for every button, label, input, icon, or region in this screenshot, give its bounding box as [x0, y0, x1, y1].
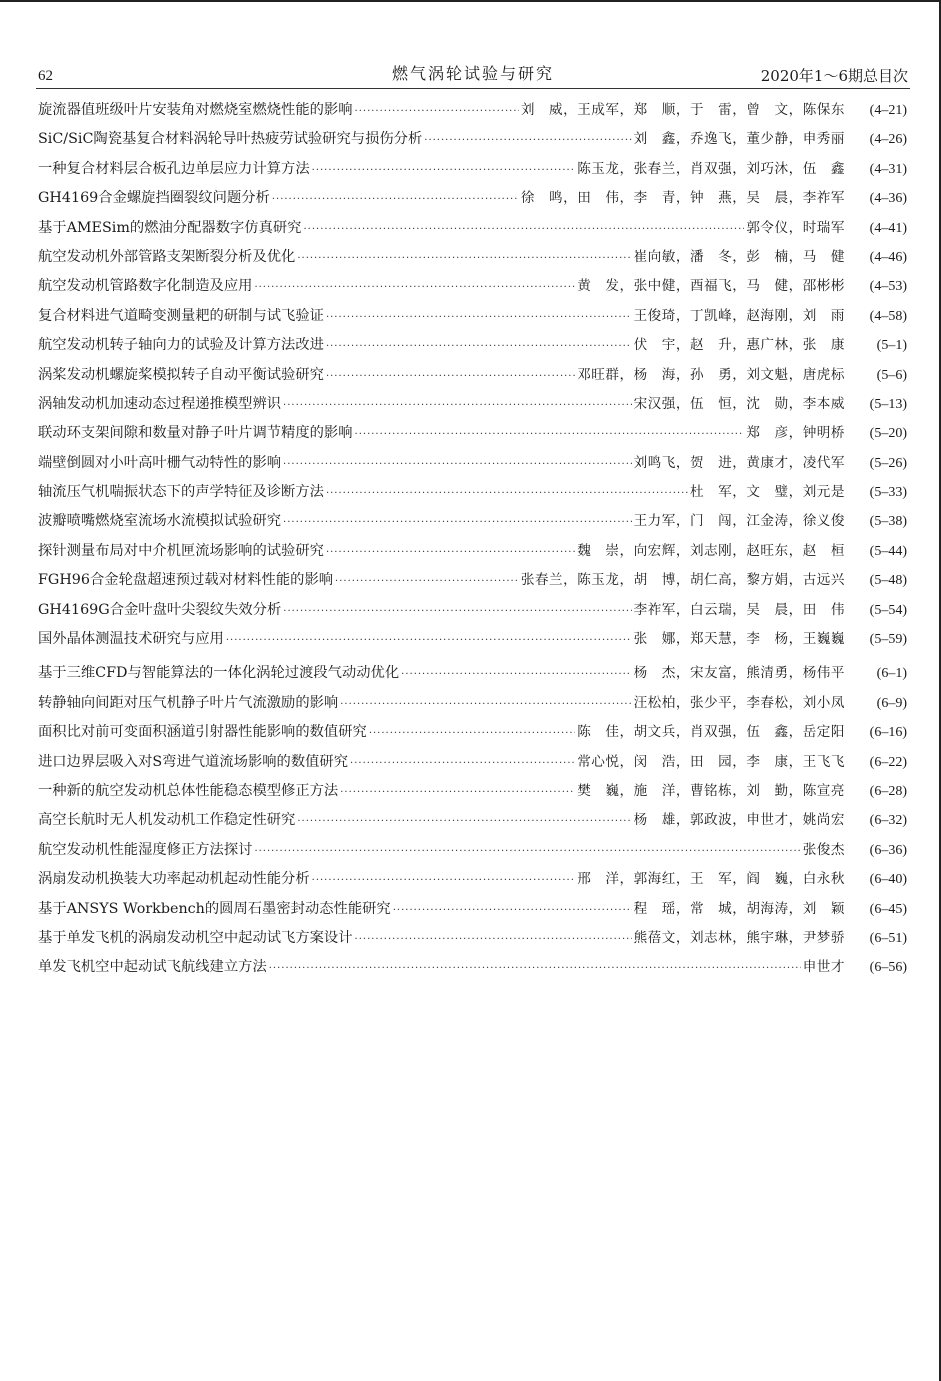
journal-title: 燃气涡轮试验与研究: [391, 64, 554, 83]
page-header: [38, 64, 908, 88]
leader-dots: [297, 807, 631, 836]
issue-page-ref: (5–59): [869, 632, 907, 648]
toc-entry: [38, 596, 907, 625]
article-title: 一种新的航空发动机总体性能稳态模型修正方法: [38, 782, 339, 799]
issue-page-ref: (4–36): [869, 191, 907, 207]
issue-page-ref: (5–44): [869, 543, 907, 559]
article-authors: 徐 鸣，田 伟，李 青，钟 燕，吴 晨，李祚军: [520, 190, 845, 207]
issue-page-ref: (5–33): [869, 485, 907, 501]
leader-dots: [283, 508, 632, 537]
article-title: 转静轴向间距对压气机静子叶片气流激励的影响: [38, 694, 339, 711]
leader-dots: [326, 538, 575, 567]
article-title: 联动环支架间隙和数量对静子叶片调节精度的影响: [38, 425, 353, 442]
issue-page-ref: (4–26): [869, 132, 907, 148]
toc-entry: [38, 449, 907, 478]
article-authors: 陈玉龙，张春兰，肖双强，刘巧沐，伍 鑫: [577, 160, 845, 177]
article-title: GH4169G合金叶盘叶尖裂纹失效分析: [38, 601, 282, 618]
issue-page-ref: (5–6): [876, 367, 907, 383]
leader-dots: [355, 97, 519, 126]
leader-dots: [312, 156, 576, 185]
toc-entry: [38, 125, 907, 154]
toc-entry: [38, 836, 907, 865]
leader-dots: [297, 244, 631, 273]
issue-page-ref: (4–41): [869, 220, 907, 236]
page-border-top: [0, 0, 941, 2]
toc-entry: [38, 390, 907, 419]
issue-page-ref: (4–46): [869, 249, 907, 265]
article-title: 基于单发飞机的涡扇发动机空中起动试飞方案设计: [38, 929, 353, 946]
article-authors: 邓旺群，杨 海，孙 勇，刘文魁，唐虎标: [577, 366, 845, 383]
article-authors: 程 瑶，常 城，胡海涛，刘 颖: [633, 900, 845, 917]
toc-entry: [38, 243, 907, 272]
article-authors: 邢 洋，郭海红，王 军，阎 巍，白永秋: [577, 871, 845, 888]
issue-page-ref: (5–1): [876, 338, 907, 354]
article-title: 航空发动机外部管路支架断裂分析及优化: [38, 248, 296, 265]
issue-page-ref: (4–53): [869, 279, 907, 295]
article-title: 基于AMESim的燃油分配器数字仿真研究: [38, 219, 302, 236]
leader-dots: [424, 126, 631, 155]
article-authors: 杜 军，文 璧，刘元是: [689, 484, 845, 501]
article-title: 涡轴发动机加速动态过程递推模型辨识: [38, 395, 282, 412]
toc-entry: [38, 806, 907, 835]
article-title: 涡扇发动机换装大功率起动机起动性能分析: [38, 871, 310, 888]
leader-dots: [401, 660, 631, 689]
article-authors: 魏 崇，向宏辉，刘志刚，赵旺东，赵 桓: [577, 542, 845, 559]
leader-dots: [326, 362, 575, 391]
article-title: 轴流压气机喘振状态下的声学特征及诊断方法: [38, 484, 324, 501]
toc-entry: [38, 659, 907, 688]
leader-dots: [340, 778, 575, 807]
leader-dots: [303, 215, 744, 244]
issue-page-ref: (5–48): [869, 573, 907, 589]
article-authors: 陈 佳，胡文兵，肖双强，伍 鑫，岳定阳: [577, 724, 845, 741]
toc-entry: [38, 953, 907, 982]
leader-dots: [350, 749, 575, 778]
article-authors: 常心悦，闵 浩，田 园，李 康，王飞飞: [577, 753, 845, 770]
leader-dots: [254, 273, 575, 302]
leader-dots: [272, 185, 519, 214]
article-title: 一种复合材料层合板孔边单层应力计算方法: [38, 160, 310, 177]
issue-page-ref: (4–58): [869, 308, 907, 324]
toc-entry: [38, 566, 907, 595]
article-authors: 刘 鑫，乔逸飞，董少静，申秀丽: [633, 131, 845, 148]
article-authors: 王力军，门 闯，江金涛，徐义俊: [633, 513, 845, 530]
article-title: 面积比对前可变面积涵道引射器性能影响的数值研究: [38, 724, 367, 741]
leader-dots: [254, 837, 800, 866]
article-title: 航空发动机转子轴向力的试验及计算方法改进: [38, 337, 324, 354]
article-title: 涡桨发动机螺旋桨模拟转子自动平衡试验研究: [38, 366, 324, 383]
article-authors: 崔向敏，潘 冬，彭 楠，马 健: [633, 248, 845, 265]
article-authors: 张 娜，郑天慧，李 杨，王巍巍: [633, 631, 845, 648]
leader-dots: [335, 567, 519, 596]
leader-dots: [312, 866, 576, 895]
article-authors: 伏 宇，赵 升，惠广林，张 康: [633, 337, 845, 354]
toc-entry: [38, 895, 907, 924]
toc-entry: [38, 537, 907, 566]
leader-dots: [283, 450, 632, 479]
toc-entry: [38, 302, 907, 331]
article-title: 进口边界层吸入对S弯进气道流场影响的数值研究: [38, 753, 349, 770]
article-authors: 黄 发，张中健，酉福飞，马 健，邵彬彬: [577, 278, 845, 295]
article-title: 国外晶体测温技术研究与应用: [38, 631, 224, 648]
article-authors: 宋汉强，伍 恒，沈 勋，李本威: [633, 395, 845, 412]
article-title: SiC/SiC陶瓷基复合材料涡轮导叶热疲劳试验研究与损伤分析: [38, 131, 423, 148]
article-authors: 杨 雄，郭政波，申世才，姚尚宏: [633, 812, 845, 829]
article-title: 旋流器值班级叶片安装角对燃烧室燃烧性能的影响: [38, 102, 353, 118]
leader-dots: [355, 420, 745, 449]
issue-page-ref: (6–40): [869, 872, 907, 888]
issue-page-ref: (6–9): [876, 695, 907, 711]
page-number: 62: [38, 68, 53, 84]
toc-entry: [38, 718, 907, 747]
leader-dots: [226, 626, 632, 655]
issue-page-ref: (5–54): [869, 602, 907, 618]
issue-page-ref: (6–1): [876, 666, 907, 682]
toc-entry: [38, 924, 907, 953]
toc-entry: [38, 625, 907, 654]
issue-page-ref: (5–20): [869, 426, 907, 442]
article-authors: 樊 巍，施 洋，曹铭栋，刘 勤，陈宣亮: [577, 782, 845, 799]
leader-dots: [369, 719, 575, 748]
article-authors: 杨 杰，宋友富，熊清勇，杨伟平: [633, 665, 845, 682]
article-authors: 汪松柏，张少平，李春松，刘小凤: [633, 694, 845, 711]
article-authors: 刘 威，王成军，郑 顺，于 雷，曾 文，陈保东: [520, 102, 845, 118]
article-title: 高空长航时无人机发动机工作稳定性研究: [38, 812, 296, 829]
toc-entry: [38, 184, 907, 213]
toc-entry: [38, 507, 907, 536]
article-authors: 郭令仪，时瑞军: [746, 219, 845, 236]
leader-dots: [326, 479, 688, 508]
article-title: 基于ANSYS Workbench的圆周石墨密封动态性能研究: [38, 900, 391, 917]
issue-page-ref: (6–22): [869, 754, 907, 770]
article-authors: 张春兰，陈玉龙，胡 博，胡仁高，黎方娟，古远兴: [520, 572, 845, 589]
issue-page-ref: (6–56): [869, 960, 907, 976]
article-title: 探针测量布局对中介机匣流场影响的试验研究: [38, 542, 324, 559]
issue-page-ref: (6–28): [869, 783, 907, 799]
leader-dots: [355, 925, 632, 954]
toc-entry: [38, 748, 907, 777]
article-authors: 王俊琦，丁凯峰，赵海刚，刘 雨: [633, 307, 845, 324]
toc-entry: [38, 155, 907, 184]
toc-entry: [38, 361, 907, 390]
article-title: GH4169合金螺旋挡圈裂纹问题分析: [38, 190, 270, 207]
article-title: 基于三维CFD与智能算法的一体化涡轮过渡段气动动优化: [38, 665, 400, 682]
article-authors: 李祚军，白云瑞，吴 晨，田 伟: [633, 601, 845, 618]
toc-entry: [38, 214, 907, 243]
leader-dots: [340, 690, 631, 719]
toc-entry: [38, 272, 907, 301]
article-authors: 张俊杰: [802, 841, 845, 858]
article-title: 波瓣喷嘴燃烧室流场水流模拟试验研究: [38, 513, 282, 530]
article-title: 复合材料进气道畸变测量耙的研制与试飞验证: [38, 307, 324, 324]
article-authors: 申世才: [802, 959, 845, 976]
issue-page-ref: (4–21): [869, 103, 907, 118]
leader-dots: [283, 597, 631, 626]
issue-page-ref: (5–13): [869, 396, 907, 412]
issue-page-ref: (6–32): [869, 813, 907, 829]
toc-entry: [38, 478, 907, 507]
article-title: 航空发动机性能湿度修正方法探讨: [38, 841, 253, 858]
article-authors: 熊蓓文，刘志林，熊宇琳，尹梦骄: [633, 929, 845, 946]
header-rule: [36, 88, 910, 89]
toc-entry: [38, 689, 907, 718]
issue-page-ref: (4–31): [869, 161, 907, 177]
issue-page-ref: (5–38): [869, 514, 907, 530]
article-title: FGH96合金轮盘超速预过载对材料性能的影响: [38, 572, 334, 589]
article-title: 端壁倒圆对小叶高叶栅气动特性的影响: [38, 454, 282, 471]
toc-entry: [38, 331, 907, 360]
issue-page-ref: (6–16): [869, 725, 907, 741]
issue-page-ref: (6–51): [869, 930, 907, 946]
article-authors: 刘鸣飞，贺 进，黄康才，凌代军: [633, 454, 845, 471]
toc-entry: [38, 96, 907, 125]
article-title: 航空发动机管路数字化制造及应用: [38, 278, 253, 295]
toc-entry: [38, 419, 907, 448]
issue-page-ref: (6–45): [869, 901, 907, 917]
issue-label: 2020年1～6期总目次: [760, 67, 908, 85]
issue-page-ref: (6–36): [869, 842, 907, 858]
article-title: 单发飞机空中起动试飞航线建立方法: [38, 959, 267, 976]
toc-entry: [38, 865, 907, 894]
toc-entry: [38, 777, 907, 806]
issue-page-ref: (5–26): [869, 455, 907, 471]
article-authors: 郑 彦，钟明桥: [746, 425, 845, 442]
leader-dots: [326, 332, 632, 361]
leader-dots: [283, 391, 632, 420]
leader-dots: [269, 954, 801, 983]
leader-dots: [393, 896, 632, 925]
table-of-contents: [38, 96, 907, 983]
leader-dots: [326, 303, 632, 332]
